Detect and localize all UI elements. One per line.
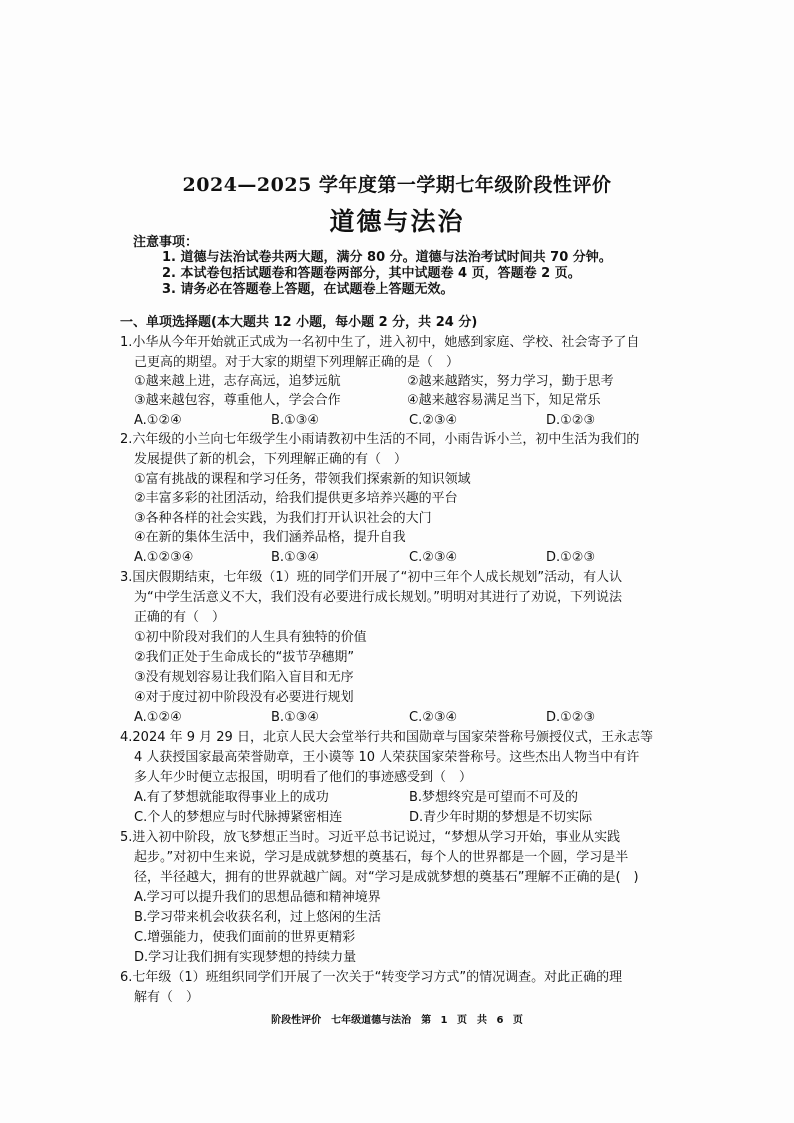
choice-a: A.①②③④ xyxy=(134,550,194,565)
question-3-text: 为“中学生活意义不大，我们没有必要进行成长规划。”明明对其进行了劝说，下列说法 xyxy=(134,590,622,605)
question-2-text: 2.六年级的小兰向七年级学生小雨请教初中生活的不同，小雨告诉小兰，初中生活为我们的 xyxy=(120,432,640,447)
statement: ③没有规划容易让我们陷入盲目和无序 xyxy=(134,670,354,685)
choice-a: A.学习可以提升我们的思想品德和精神境界 xyxy=(134,890,381,905)
statement: ①初中阶段对我们的人生具有独特的价值 xyxy=(134,630,367,645)
choice-c: C.②③④ xyxy=(409,413,458,428)
notice-item: 2. 本试卷包括试题卷和答题卷两部分，其中试题卷 4 页，答题卷 2 页。 xyxy=(162,266,581,281)
statement: ①富有挑战的课程和学习任务，带领我们探索新的知识领域 xyxy=(134,472,471,487)
choice-a: A.有了梦想就能取得事业上的成功 xyxy=(134,790,329,805)
subject-title: 道德与法治 xyxy=(329,207,465,236)
statement: ③各种各样的社会实践，为我们打开认识社会的大门 xyxy=(134,511,432,526)
statement: ②我们正处于生命成长的“拔节孕穗期” xyxy=(134,650,355,665)
notice-heading: 注意事项： xyxy=(133,235,199,250)
question-5-text: 径，半径越大，拥有的世界就越广阔。对“学习是成就梦想的奠基石”理解不正确的是( ) xyxy=(134,870,639,885)
question-1-text: 己更高的期望。对于大家的期望下列理解正确的是（ ） xyxy=(134,355,460,370)
choice-b: B.①③④ xyxy=(271,550,320,565)
statement: ④在新的集体生活中，我们涵养品格，提升自我 xyxy=(134,530,406,545)
question-1-text: 1.小华从今年开始就正式成为一名初中生了，进入初中，她感到家庭、学校、社会寄予了自 xyxy=(120,335,640,350)
statement: ④越来越容易满足当下，知足常乐 xyxy=(407,393,601,408)
question-5-text: 起步。”对初中生来说，学习是成就梦想的奠基石，每个人的世界都是一个圆，学习是半 xyxy=(134,850,629,865)
choice-c: C.个人的梦想应与时代脉搏紧密相连 xyxy=(134,810,343,825)
question-6-text: 6.七年级（1）班组织同学们开展了一次关于“转变学习方式”的情况调查。对此正确的理 xyxy=(120,970,623,985)
notice-item: 1. 道德与法治试卷共两大题，满分 80 分。道德与法治考试时间共 70 分钟。 xyxy=(162,250,612,265)
question-4-text: 多人年少时便立志报国，明明看了他们的事迹感受到（ ） xyxy=(134,770,473,785)
choice-d: D.青少年时期的梦想是不切实际 xyxy=(409,810,593,825)
question-2-text: 发展提供了新的机会，下列理解正确的有（ ） xyxy=(134,452,408,467)
choice-a: A.①②④ xyxy=(134,710,182,725)
statement: ②越来越踏实，努力学习，勤于思考 xyxy=(407,374,614,389)
choice-b: B.①③④ xyxy=(271,413,320,428)
choice-c: C.②③④ xyxy=(409,550,458,565)
question-5-text: 5.进入初中阶段，放飞梦想正当时。习近平总书记说过，“梦想从学习开始，事业从实践 xyxy=(120,830,621,845)
choice-d: D.学习让我们拥有实现梦想的持续力量 xyxy=(134,950,357,965)
statement: ③越来越包容，尊重他人，学会合作 xyxy=(134,393,341,408)
question-3-text: 正确的有（ ） xyxy=(134,610,226,625)
choice-b: B.梦想终究是可望而不可及的 xyxy=(409,790,579,805)
page-footer: 阶段性评价 七年级道德与法治 第 1 页 共 6 页 xyxy=(271,1015,523,1026)
choice-b: B.①③④ xyxy=(271,710,320,725)
exam-title: 2024—2025 学年度第一学期七年级阶段性评价 xyxy=(182,174,612,196)
choice-a: A.①②④ xyxy=(134,413,182,428)
choice-d: D.①②③ xyxy=(546,413,596,428)
choice-d: D.①②③ xyxy=(546,550,596,565)
choice-b: B.学习带来机会收获名利，过上悠闲的生活 xyxy=(134,910,382,925)
section-title: 一、单项选择题(本大题共 12 小题，每小题 2 分，共 24 分) xyxy=(120,315,478,330)
choice-c: C.②③④ xyxy=(409,710,458,725)
choice-c: C.增强能力，使我们面前的世界更精彩 xyxy=(134,930,356,945)
statement: ②丰富多彩的社团活动，给我们提供更多培养兴趣的平台 xyxy=(134,491,458,506)
question-4-text: 4 人获授国家最高荣誉勋章，王小谟等 10 人荣获国家荣誉称号。这些杰出人物当中有许 xyxy=(134,750,640,765)
statement: ①越来越上进，志存高远，追梦远航 xyxy=(134,374,341,389)
statement: ④对于度过初中阶段没有必要进行规划 xyxy=(134,690,354,705)
question-3-text: 3.国庆假期结束，七年级（1）班的同学们开展了“初中三年个人成长规划”活动，有人认 xyxy=(120,570,623,585)
choice-d: D.①②③ xyxy=(546,710,596,725)
question-4-text: 4.2024 年 9 月 29 日，北京人民大会堂举行共和国勋章与国家荣誉称号颁授仪式，王永志等 xyxy=(120,730,653,745)
notice-item: 3. 请务必在答题卷上答题，在试题卷上答题无效。 xyxy=(162,282,454,297)
question-6-text: 解有（ ） xyxy=(134,990,200,1005)
